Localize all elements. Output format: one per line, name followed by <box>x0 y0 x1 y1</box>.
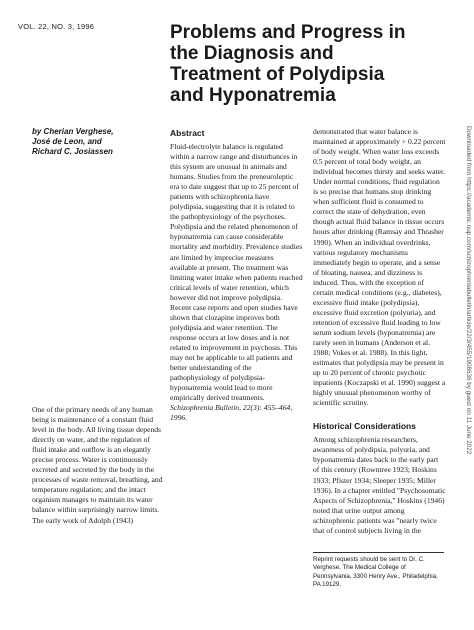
body-paragraph-left: One of the primary needs of any human being is maintenance of a constant fluid level in the body. All living tissue depends directly on water, and the regulation of fluid intake and outflow is an elegantly precise process. Water is continuously excreted and secreted by the body in the processes of waste removal, breathing, and temperature regulation; and the intact organism manages to maintain its water balance within surprisingly narrow limits. The early work of Adolph (1943) <box>32 405 163 525</box>
abstract-citation: Schizophrenia Bulletin, 22(3): 455–464, 1996. <box>170 403 293 423</box>
title-line: Problems and Progress in <box>170 22 406 43</box>
abstract-column <box>170 127 303 423</box>
reprint-footnote: Reprint requests should be sent to Dr. C. Verghese, The Medical College of Pennsylvania, 3300 Henry Ave., Philadelphia, PA 19129. <box>313 552 444 590</box>
section-paragraph: Among schizophrenia researchers, awareness of polydipsia, polyuria, and hyponatremia dates back to the early part of this century (Rowntree 1923; Hoskins 1933; Pfister 1934; Sleeper 1935; Miller 1936). In a chapter entitled "Psychosomatic Aspects of Schizophrenia," Hoskins (1946) noted that urine output among schizophrenic patients was "nearly twice that of control subjects living in the <box>313 435 446 535</box>
article-title <box>170 22 460 106</box>
abstract-text: Fluid-electrolyte balance is regulated within a narrow range and disturbances in this system are unusual in animals and humans. Studies from the preneuroleptic era to date suggest that up to 25 percent of patients with schizophrenia have polydipsia, suggesting that it is related to the pathophysiology of the psychoses. Polydipsia and the related phenomenon of hyponatremia can cause considerable mortality and morbidity. Prevalence studies are limited by imprecise measures available at present. The treatment was limiting water intake when patients reached critical levels of water retention, which however did not improve polydipsia. Recent case reports and open studies have shown that clozapine improves both polydipsia and water retention. The response occurs at low doses and is not related to improvement in psychosis. This may not be applicable to all patients and better understanding of the pathophysiology of polydipsia-hyponatremia would lead to more empirically derived treatments. <box>170 142 303 403</box>
journal-issue-header: VOL. 22, NO. 3, 1996 <box>18 22 95 31</box>
body-paragraph-right: demonstrated that water balance is maintained at approximately + 0.22 percent of body weight. When water loss exceeds 0.5 percent of total body weight, an individual becomes thirsty and seeks water. Under normal conditions, fluid regulation is so precise that humans stop drinking when sufficient fluid is consumed to correct the state of dehydration, even though actual fluid balance in tissue occurs hours after drinking (Ramsay and Thrasher 1990). When an individual overdrinks, various regulatory mechanisms immediately begin to operate, and a sense of bloating, nausea, and dizziness is induced. Thus, with the exception of certain medical conditions (e.g., diabetes), excessive fluid intake (polydipsia), excessive fluid excretion (polyuria), and retention of excessive fluid leading to low serum sodium levels (hyponatremia) are rarely seen in humans (Anderson et al. 1988; Vokes et al. 1988). In this light, estimates that polydipsia may be present in up to 20 percent of chronic psychotic inpatients (Koczapski et al. 1990) suggest a highly unusual phenomenon worthy of scientific scrutiny. <box>313 127 446 408</box>
author-line: José de Leon, and <box>32 137 102 146</box>
section-heading-historical: Historical Considerations <box>313 421 416 432</box>
title-line: the Diagnosis and <box>170 43 334 64</box>
right-column <box>313 127 446 536</box>
author-line: by Cherian Verghese, <box>32 127 114 136</box>
author-byline <box>32 127 162 157</box>
title-line: Treatment of Polydipsia <box>170 64 385 85</box>
author-line: Richard C. Josiassen <box>32 147 113 156</box>
download-watermark <box>460 126 470 606</box>
watermark-text: Downloaded from https://academic.oup.com/schizophreniabulletin/article/22/3/455/1908636 by guest on 11 June 2022 <box>465 126 472 455</box>
title-line: and Hyponatremia <box>170 85 336 106</box>
abstract-heading: Abstract <box>170 128 205 138</box>
